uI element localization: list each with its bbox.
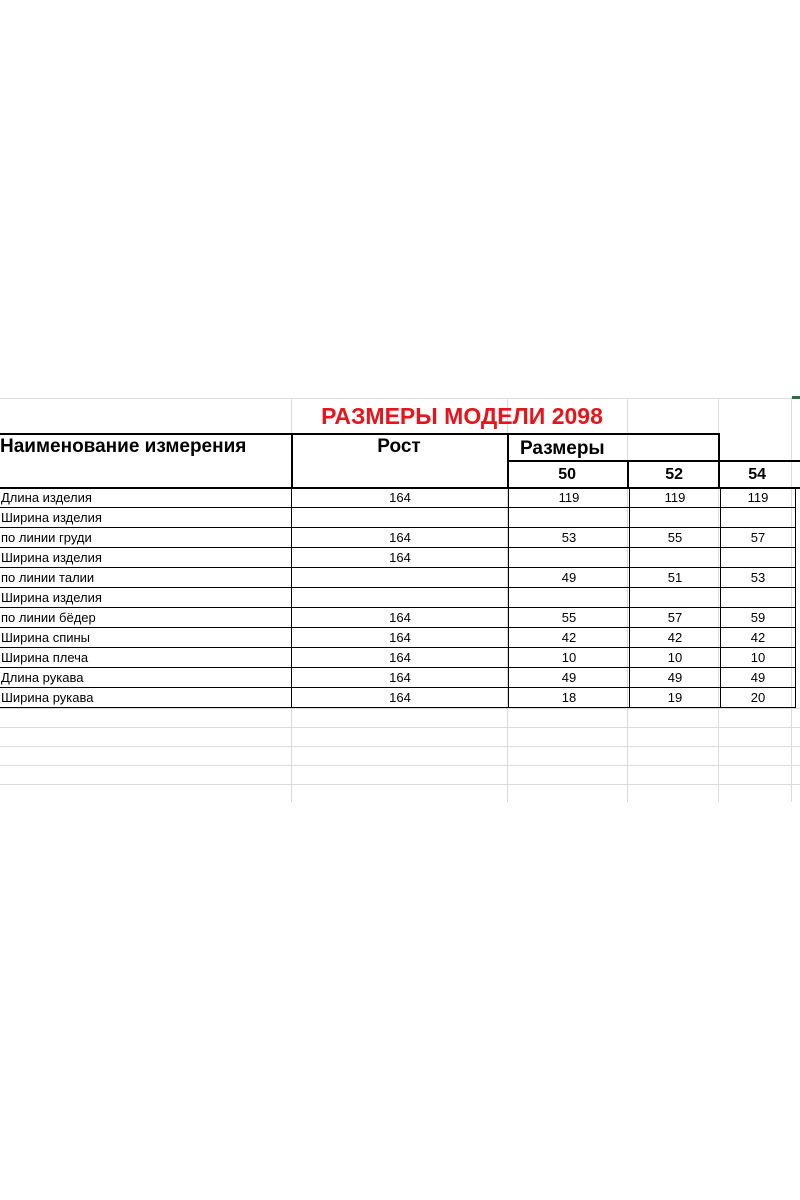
row-label-cell: Длина рукава [0,668,292,688]
height-cell [292,588,509,608]
size-52-cell: 49 [630,668,721,688]
size-50-cell: 49 [509,668,630,688]
size-54-cell: 119 [721,488,796,508]
column-header-name: Наименование измерения [0,436,247,457]
size-label: 52 [665,466,683,483]
height-cell [292,508,509,528]
height-cell: 164 [292,648,509,668]
size-50-cell [509,548,630,568]
gridline [0,746,800,747]
size-50-cell: 49 [509,568,630,588]
table-row [0,588,796,608]
row-label-cell: Ширина спины [0,628,292,648]
table-row [0,528,796,548]
selection-marker [792,396,800,399]
row-label-cell: по линии груди [0,528,292,548]
height-cell: 164 [292,528,509,548]
size-54-cell: 53 [721,568,796,588]
row-label-cell: по линии талии [0,568,292,588]
size-54-cell [721,588,796,608]
size-54-cell: 57 [721,528,796,548]
table-row [0,508,796,528]
size-54-cell [721,508,796,528]
row-label-cell: Длина изделия [0,488,292,508]
row-label-cell: по линии бёдер [0,608,292,628]
size-52-cell: 19 [630,688,721,708]
size-52-cell [630,548,721,568]
size-52-cell: 55 [630,528,721,548]
size-54-cell: 10 [721,648,796,668]
size-54-cell: 20 [721,688,796,708]
size-50-cell: 18 [509,688,630,708]
height-cell [292,568,509,588]
size-54-cell: 49 [721,668,796,688]
table-row [0,568,796,588]
table-row [0,488,796,508]
gridline [0,765,800,766]
size-52-cell: 42 [630,628,721,648]
height-cell: 164 [292,628,509,648]
size-50-cell [509,508,630,528]
gridline [0,708,800,709]
size-50-cell: 55 [509,608,630,628]
size-50-cell [509,588,630,608]
page-title: РАЗМЕРЫ МОДЕЛИ 2098 [321,403,603,429]
table-row [0,648,796,668]
height-cell: 164 [292,488,509,508]
size-50-cell: 53 [509,528,630,548]
table-row [0,548,796,568]
size-52-cell: 51 [630,568,721,588]
height-cell: 164 [292,548,509,568]
measurements-table [0,487,796,708]
size-50-cell: 119 [509,488,630,508]
row-label-cell: Ширина изделия [0,548,292,568]
height-cell: 164 [292,668,509,688]
size-label: 54 [748,466,766,483]
height-cell: 164 [292,608,509,628]
gridline [0,727,800,728]
table-row [0,608,796,628]
row-label-cell: Ширина рукава [0,688,292,708]
column-header-height: Рост [377,436,421,457]
size-52-cell: 119 [630,488,721,508]
column-header-sizes: Размеры [520,438,605,459]
size-54-cell: 42 [721,628,796,648]
table-row [0,668,796,688]
size-52-cell [630,588,721,608]
size-label: 50 [558,466,576,483]
table-row [0,628,796,648]
size-54-cell [721,548,796,568]
size-52-cell: 57 [630,608,721,628]
height-cell: 164 [292,688,509,708]
row-label-cell: Ширина изделия [0,508,292,528]
size-50-cell: 10 [509,648,630,668]
size-52-cell [630,508,721,528]
table-row [0,688,796,708]
gridline [0,784,800,785]
size-52-cell: 10 [630,648,721,668]
size-54-cell: 59 [721,608,796,628]
row-label-cell: Ширина изделия [0,588,292,608]
size-50-cell: 42 [509,628,630,648]
row-label-cell: Ширина плеча [0,648,292,668]
